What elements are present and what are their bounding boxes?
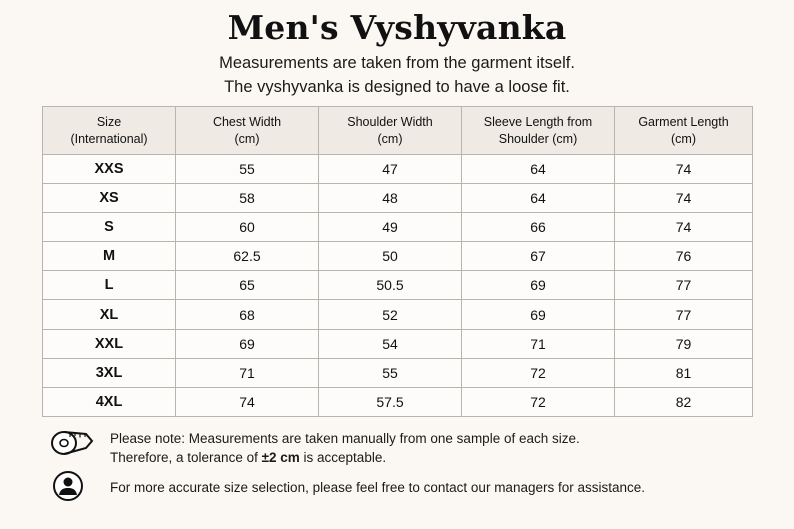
size-cell: 4XL: [43, 387, 176, 416]
column-header-line: Sleeve Length from: [483, 114, 593, 129]
column-header: [43, 107, 176, 155]
measurement-cell: 68: [176, 300, 319, 329]
measurement-cell: 60: [176, 213, 319, 242]
size-cell: XXL: [43, 329, 176, 358]
table-row: [43, 184, 753, 213]
column-header: [615, 107, 753, 155]
measurement-cell: 50.5: [319, 271, 462, 300]
size-cell: M: [43, 242, 176, 271]
table-header: [43, 107, 753, 155]
measurement-cell: 52: [319, 300, 462, 329]
measurement-cell: 81: [615, 358, 753, 387]
tolerance-value: ±2 cm: [261, 450, 300, 465]
measurement-cell: 64: [462, 155, 615, 184]
measurement-cell: 69: [176, 329, 319, 358]
measurement-cell: 69: [462, 300, 615, 329]
person-icon: [53, 471, 83, 506]
measurement-cell: 71: [176, 358, 319, 387]
tolerance-note-line-1: Please note: Measurements are taken manually from one sample of each size.: [110, 431, 580, 446]
table-row: [43, 271, 753, 300]
measurement-cell: 76: [615, 242, 753, 271]
measurement-cell: 64: [462, 184, 615, 213]
header-row: [43, 107, 753, 155]
measurement-cell: 74: [615, 213, 753, 242]
measurement-cell: 69: [462, 271, 615, 300]
column-header-line: (International): [70, 131, 148, 146]
measurement-cell: 74: [615, 184, 753, 213]
page-title: Men's Vyshyvanka: [227, 8, 567, 47]
size-cell: XXS: [43, 155, 176, 184]
measurement-cell: 65: [176, 271, 319, 300]
measurement-cell: 72: [462, 358, 615, 387]
measurement-cell: 48: [319, 184, 462, 213]
tolerance-suffix: is acceptable.: [299, 450, 387, 465]
column-header-line: Shoulder (cm): [498, 131, 578, 146]
column-header-line: Shoulder Width: [347, 114, 433, 129]
measurement-cell: 55: [319, 358, 462, 387]
column-header-line: (cm): [671, 131, 696, 146]
measurement-cell: 82: [615, 387, 753, 416]
column-header: [319, 107, 462, 155]
measurement-cell: 66: [462, 213, 615, 242]
measurement-cell: 77: [615, 271, 753, 300]
tolerance-note-line-2: [110, 448, 580, 467]
measurement-cell: 74: [176, 387, 319, 416]
size-cell: L: [43, 271, 176, 300]
measurement-cell: 77: [615, 300, 753, 329]
measurement-cell: 50: [319, 242, 462, 271]
measurement-cell: 67: [462, 242, 615, 271]
measurement-cell: 72: [462, 387, 615, 416]
measurement-cell: 58: [176, 184, 319, 213]
table-body: [43, 155, 753, 417]
column-header-line: (cm): [234, 131, 260, 146]
size-cell: S: [43, 213, 176, 242]
measurement-cell: 79: [615, 329, 753, 358]
measurement-cell: 74: [615, 155, 753, 184]
subtitle-line-1: Measurements are taken from the garment itself.: [219, 54, 575, 72]
table-row: [43, 213, 753, 242]
size-cell: XS: [43, 184, 176, 213]
table-row: [43, 329, 753, 358]
column-header-line: Garment Length: [638, 114, 729, 129]
measurement-cell: 55: [176, 155, 319, 184]
column-header-line: Chest Width: [212, 114, 282, 129]
measurement-cell: 54: [319, 329, 462, 358]
measurement-cell: 71: [462, 329, 615, 358]
size-cell: 3XL: [43, 358, 176, 387]
column-header-line: Size: [96, 114, 122, 129]
measurement-cell: 57.5: [319, 387, 462, 416]
size-chart-table: [42, 106, 753, 417]
column-header: [176, 107, 319, 155]
tolerance-prefix: Therefore, a tolerance of: [110, 450, 262, 465]
table-row: [43, 300, 753, 329]
table-row: [43, 387, 753, 416]
measurement-cell: 49: [319, 213, 462, 242]
column-header-line: (cm): [377, 131, 403, 146]
size-cell: XL: [43, 300, 176, 329]
column-header: [462, 107, 615, 155]
table-row: [43, 155, 753, 184]
table-row: [43, 242, 753, 271]
measurement-cell: 47: [319, 155, 462, 184]
measurement-cell: 62.5: [176, 242, 319, 271]
measuring-tape-icon: [50, 428, 94, 463]
tolerance-note: [110, 429, 580, 467]
subtitle-line-2: The vyshyvanka is designed to have a loose fit.: [224, 78, 570, 96]
contact-note: For more accurate size selection, please feel free to contact our managers for assistance.: [110, 480, 646, 495]
table-row: [43, 358, 753, 387]
